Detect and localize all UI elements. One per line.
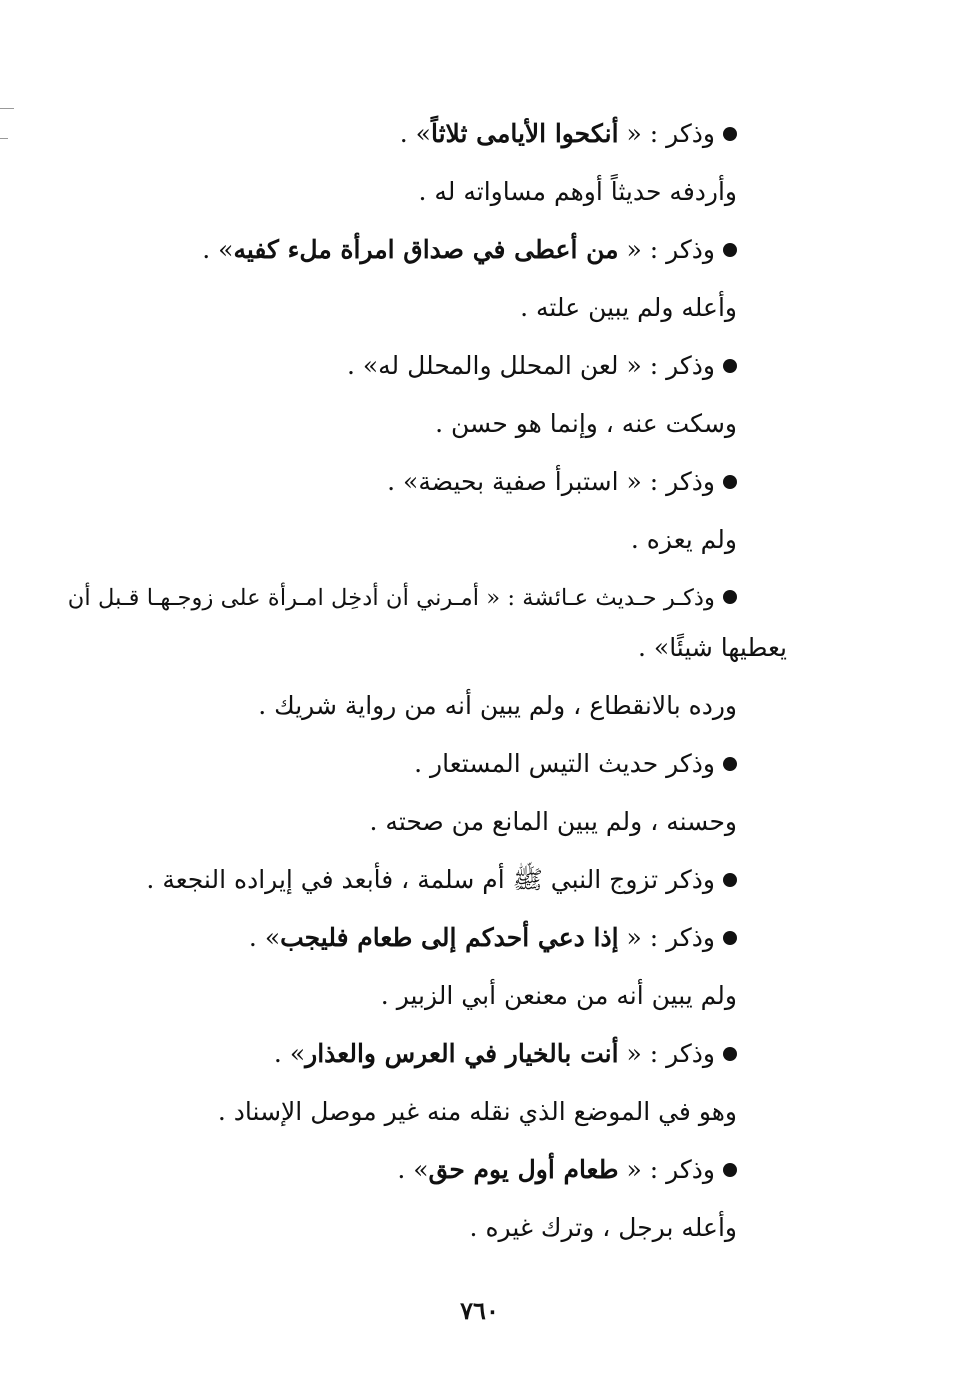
hadith-entry <box>146 863 737 897</box>
comment-line: وحسنه ، ولم يبين المانع من صحته . <box>369 807 737 836</box>
bullet-icon <box>723 873 737 887</box>
entry-suffix: » . <box>397 1155 429 1184</box>
bullet-icon <box>723 757 737 771</box>
hadith-text: أنكحوا الأيامى ثلاثاً <box>430 119 619 148</box>
entry-suffix: » . <box>248 923 281 952</box>
comment-line: وأعله ولم يبين علته . <box>520 293 737 322</box>
bullet-icon <box>723 931 737 945</box>
entry-suffix: » . <box>273 1039 306 1068</box>
scan-mark <box>0 108 14 109</box>
entry-continuation: يعطيها شيئًا» . <box>638 633 787 662</box>
hadith-text: إذا دعي أحدكم إلى طعام فليجب <box>280 923 619 952</box>
hadith-text: طعام أول يوم حق <box>428 1155 619 1184</box>
bullet-icon <box>723 590 737 604</box>
page-number: ٧٦٠ <box>460 1296 499 1325</box>
bullet-icon <box>723 359 737 373</box>
comment-line: وهو في الموضع الذي نقله منه غير موصل الإسناد . <box>217 1097 737 1126</box>
bullet-icon <box>723 127 737 141</box>
comment-line: ولم يبين أنه من معنعن أبي الزبير . <box>380 981 737 1010</box>
bullet-icon <box>723 475 737 489</box>
hadith-text: أنت بالخيار في العرس والعذار <box>305 1039 619 1068</box>
hadith-entry <box>249 921 737 955</box>
entry-suffix: » . <box>346 351 379 380</box>
hadith-entry <box>397 1153 737 1187</box>
entry-suffix: » . <box>399 119 431 148</box>
comment-line: ولم يعزه . <box>630 525 737 554</box>
entry-prefix: وذكر : « <box>618 923 715 952</box>
entry-prefix: وذكر : « <box>618 467 715 496</box>
bullet-icon <box>723 1047 737 1061</box>
comment-line: وأردفه حديثاً أوهم مساواته له . <box>418 177 737 206</box>
entry-prefix: وذكر : « <box>618 119 715 148</box>
entry-suffix: » . <box>387 467 419 496</box>
hadith-text: من أعطى في صداق امرأة ملء كفيه <box>233 235 619 264</box>
comment-line: وسكت عنه ، وإنما هو حسن . <box>435 409 737 438</box>
entry-text: وذكـر حـديث عـائشة : « أمـرني أن أدخِل امـرأة على زوجـهـا قـبل أن <box>67 585 715 611</box>
bullet-icon <box>723 1163 737 1177</box>
entry-prefix: وذكر : « <box>618 351 715 380</box>
comment-line: وأعله برجل ، وترك غيره . <box>469 1213 737 1242</box>
hadith-entry <box>347 349 737 383</box>
hadith-text: استبرأ صفية بحيضة <box>418 467 619 496</box>
hadith-text: لعن المحلل والمحلل له <box>378 351 619 380</box>
scan-mark <box>0 138 8 139</box>
entry-text: وذكر حديث التيس المستعار . <box>414 749 715 778</box>
entry-prefix: وذكر : « <box>618 1039 715 1068</box>
hadith-entry <box>387 465 737 499</box>
entry-prefix: وذكر : « <box>618 1155 715 1184</box>
comment-line: ورده بالانقطاع ، ولم يبين أنه من رواية شريك . <box>258 691 737 720</box>
entry-text: وذكر تزوج النبي ﷺ أم سلمة ، فأبعد في إيراده النجعة . <box>146 865 715 894</box>
hadith-entry <box>68 581 737 615</box>
hadith-entry <box>274 1037 737 1071</box>
entry-prefix: وذكر : « <box>618 235 715 264</box>
entry-suffix: » . <box>202 235 234 264</box>
bullet-icon <box>723 243 737 257</box>
hadith-entry <box>400 117 737 151</box>
hadith-entry <box>414 747 737 781</box>
hadith-entry <box>202 233 737 267</box>
